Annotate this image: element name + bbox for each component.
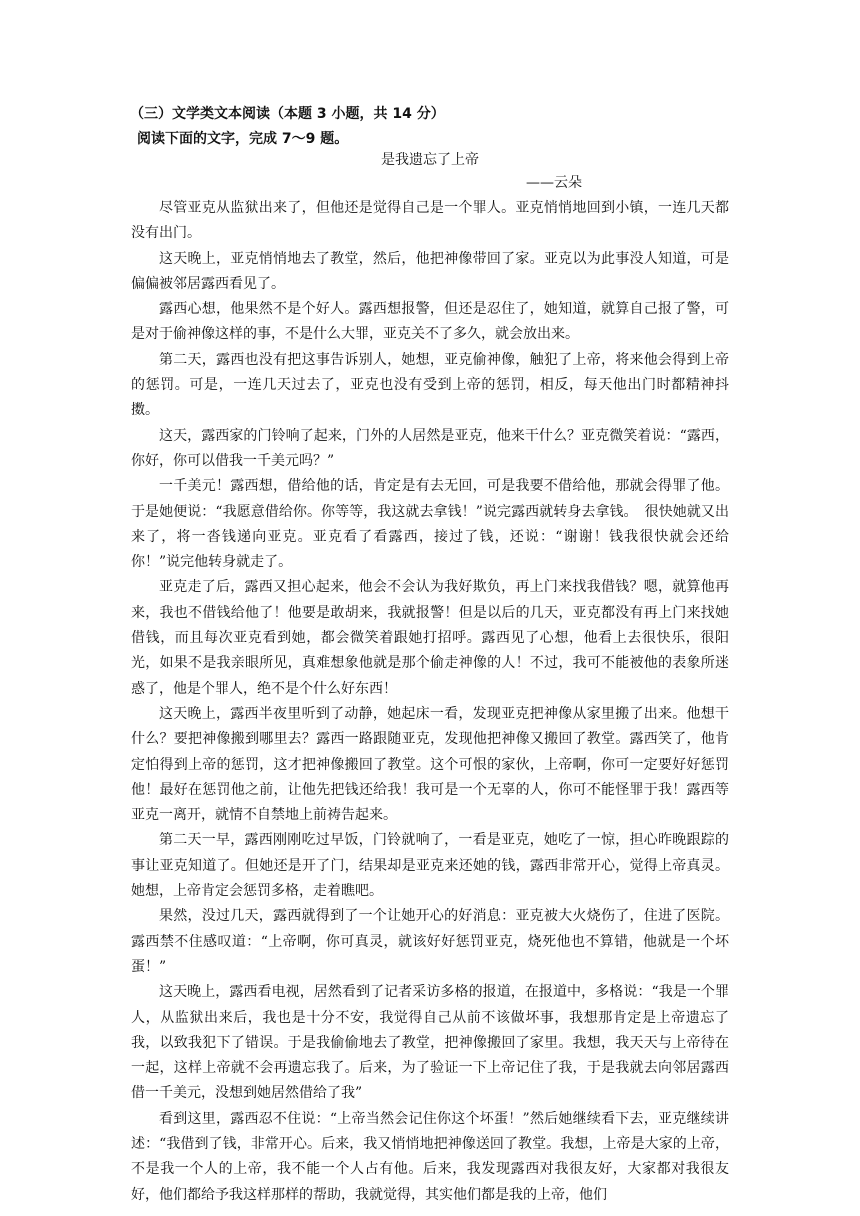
story-body: [131, 196, 729, 1208]
paragraph: 看到这里，露西忍不住说：“上帝当然会记住你这个坏蛋！”然后她继续看下去，亚克继续讲述：“我借到了钱，非常开心。后来，我又悄悄地把神像送回了教堂。我想，上帝是大家的上帝，不是我一个人的上帝，我不能一个人占有他。后来，我发现露西对我很友好，大家都对我很友好，他们都给予我这样那样的帮助，我就觉得，其实他们都是我的上帝，他们: [131, 1110, 729, 1203]
instruction: 阅读下面的文字，完成 7～9 题。: [137, 131, 349, 147]
paragraph: 一千美元！露西想，借给他的话，肯定是有去无回，可是我要不借给他，那就会得罪了他。于是她便说：“我愿意借给你。你等等，我这就去拿钱！”说完露西就转身去拿钱。 很快她就又出来了，将一沓钱递向亚克。亚克看了看露西，接过了钱，还说：“谢谢！钱我很快就会还给你！”说完他转身就走了。: [131, 478, 729, 571]
paragraph: 果然，没过几天，露西就得到了一个让她开心的好消息：亚克被大火烧伤了，住进了医院。露西禁不住感叹道：“上帝啊，你可真灵，就该好好惩罚亚克，烧死他也不算错，他就是一个坏蛋！”: [131, 908, 729, 975]
paragraph: 露西心想，他果然不是个好人。露西想报警，但还是忍住了，她知道，就算自己报了警，可是对于偷神像这样的事，不是什么大罪，亚克关不了多久，就会放出来。: [131, 301, 729, 343]
paragraph: 第二天，露西也没有把这事告诉别人，她想，亚克偷神像，触犯了上帝，将来他会得到上帝的惩罚。可是，一连几天过去了，亚克也没有受到上帝的惩罚，相反，每天他出门时都精神抖擞。: [131, 351, 729, 419]
paragraph: 尽管亚克从监狱出来了，但他还是觉得自己是一个罪人。亚克悄悄地回到小镇，一连几天都没有出门。: [131, 200, 729, 242]
story-author: ——云朵: [526, 175, 582, 191]
section-heading: （三）文学类文本阅读（本题 3 小题，共 14 分）: [130, 106, 445, 122]
paragraph: 这天晚上，露西看电视，居然看到了记者采访多格的报道，在报道中，多格说：“我是一个罪人，从监狱出来后，我也是十分不安，我觉得自己从前不该做坏事，我想那肯定是上帝遗忘了我，以致我犯下了错误。于是我偷偷地去了教堂，把神像搬回了家里。我想，我天天与上帝待在一起，这样上帝就不会再遗忘我了。后来，为了验证一下上帝记住了我，于是我就去向邻居露西借一千美元，没想到她居然借给了我”: [131, 984, 729, 1102]
paragraph: 这天，露西家的门铃响了起来，门外的人居然是亚克，他来干什么？亚克微笑着说：“露西，你好，你可以借我一千美元吗？”: [131, 427, 729, 469]
paragraph: 这天晚上，亚克悄悄地去了教堂，然后，他把神像带回了家。亚克以为此事没人知道，可是偏偏被邻居露西看见了。: [131, 250, 729, 292]
paragraph: 这天晚上，露西半夜里听到了动静，她起床一看，发现亚克把神像从家里搬了出来。他想干什么？要把神像搬到哪里去？露西一路跟随亚克，发现他把神像又搬回了教堂。露西笑了，他肯定怕得到上帝的惩罚，这才把神像搬回了教堂。这个可恨的家伙，上帝啊，你可一定要好好惩罚他！最好在惩罚他之前，让他先把钱还给我！我可是一个无辜的人，你可不能怪罪于我！露西等亚克一离开，就情不自禁地上前祷告起来。: [131, 705, 729, 824]
paragraph: 第二天一早，露西刚刚吃过早饭，门铃就响了，一看是亚克，她吃了一惊，担心昨晚跟踪的事让亚克知道了。但她还是开了门，结果却是亚克来还她的钱，露西非常开心，觉得上帝真灵。她想，上帝肯定会惩罚多格，走着瞧吧。: [131, 832, 729, 900]
story-title: 是我遗忘了上帝: [381, 152, 479, 168]
paragraph: 亚克走了后，露西又担心起来，他会不会认为我好欺负，再上门来找我借钱？嗯，就算他再来，我也不借钱给他了！他要是敢胡来，我就报警！但是以后的几天，亚克都没有再上门来找她借钱，而且每次亚克看到她，都会微笑着跟她打招呼。露西见了心想，他看上去很快乐，很阳光，如果不是我亲眼所见，真难想象他就是那个偷走神像的人！不过，我可不能被他的表象所迷惑了，他是个罪人，绝不是个什么好东西！: [131, 579, 729, 697]
